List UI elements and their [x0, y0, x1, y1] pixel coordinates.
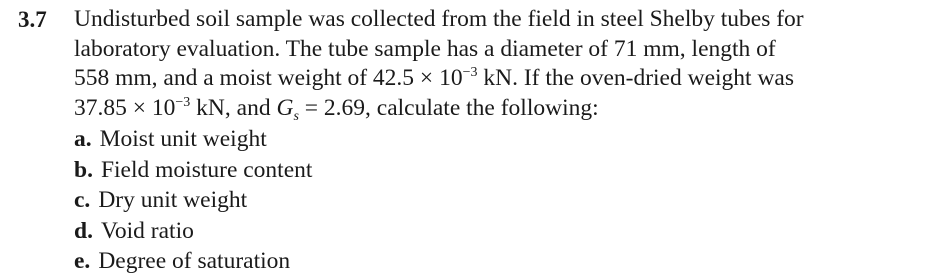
subquestion-item	[74, 246, 312, 277]
problem-statement	[74, 5, 924, 123]
subquestion-label: d.	[74, 217, 93, 244]
statement-line-1: Undisturbed soil sample was collected from the field in steel Shelby tubes for	[74, 6, 804, 32]
subquestion-label: e.	[74, 248, 91, 274]
subquestion-text: Degree of saturation	[98, 248, 291, 274]
line4-exponent: −3	[175, 94, 191, 110]
statement-line-4	[74, 94, 924, 124]
line4-mid: kN, and	[190, 94, 277, 121]
line3-before: 558 mm, and a moist weight of 42.5 × 10	[74, 65, 463, 91]
subquestion-label: b.	[74, 156, 93, 183]
statement-line-2: laboratory evaluation. The tube sample has a diameter of 71 mm, length of	[74, 35, 776, 62]
subquestion-label: c.	[74, 187, 91, 213]
subquestion-item	[74, 185, 312, 216]
subquestion-list	[74, 124, 312, 277]
subquestion-text: Moist unit weight	[99, 126, 267, 152]
line3-after: kN. If the oven-dried weight was	[477, 65, 794, 91]
line4-before: 37.85 × 10	[74, 94, 176, 121]
line3-exponent: −3	[462, 65, 478, 80]
subquestion-item	[74, 216, 312, 247]
problem-number: 3.7	[18, 7, 47, 32]
subquestion-text: Field moisture content	[100, 156, 313, 183]
line4-after: = 2.69, calculate the following:	[298, 94, 599, 121]
specific-gravity-subscript: s	[293, 108, 299, 124]
subquestion-text: Dry unit weight	[98, 187, 248, 213]
specific-gravity-symbol: G	[276, 94, 294, 121]
statement-line-3	[74, 64, 924, 94]
subquestion-item	[74, 124, 312, 155]
subquestion-item	[74, 155, 312, 186]
subquestion-text: Void ratio	[100, 217, 194, 244]
subquestion-label: a.	[74, 126, 92, 152]
